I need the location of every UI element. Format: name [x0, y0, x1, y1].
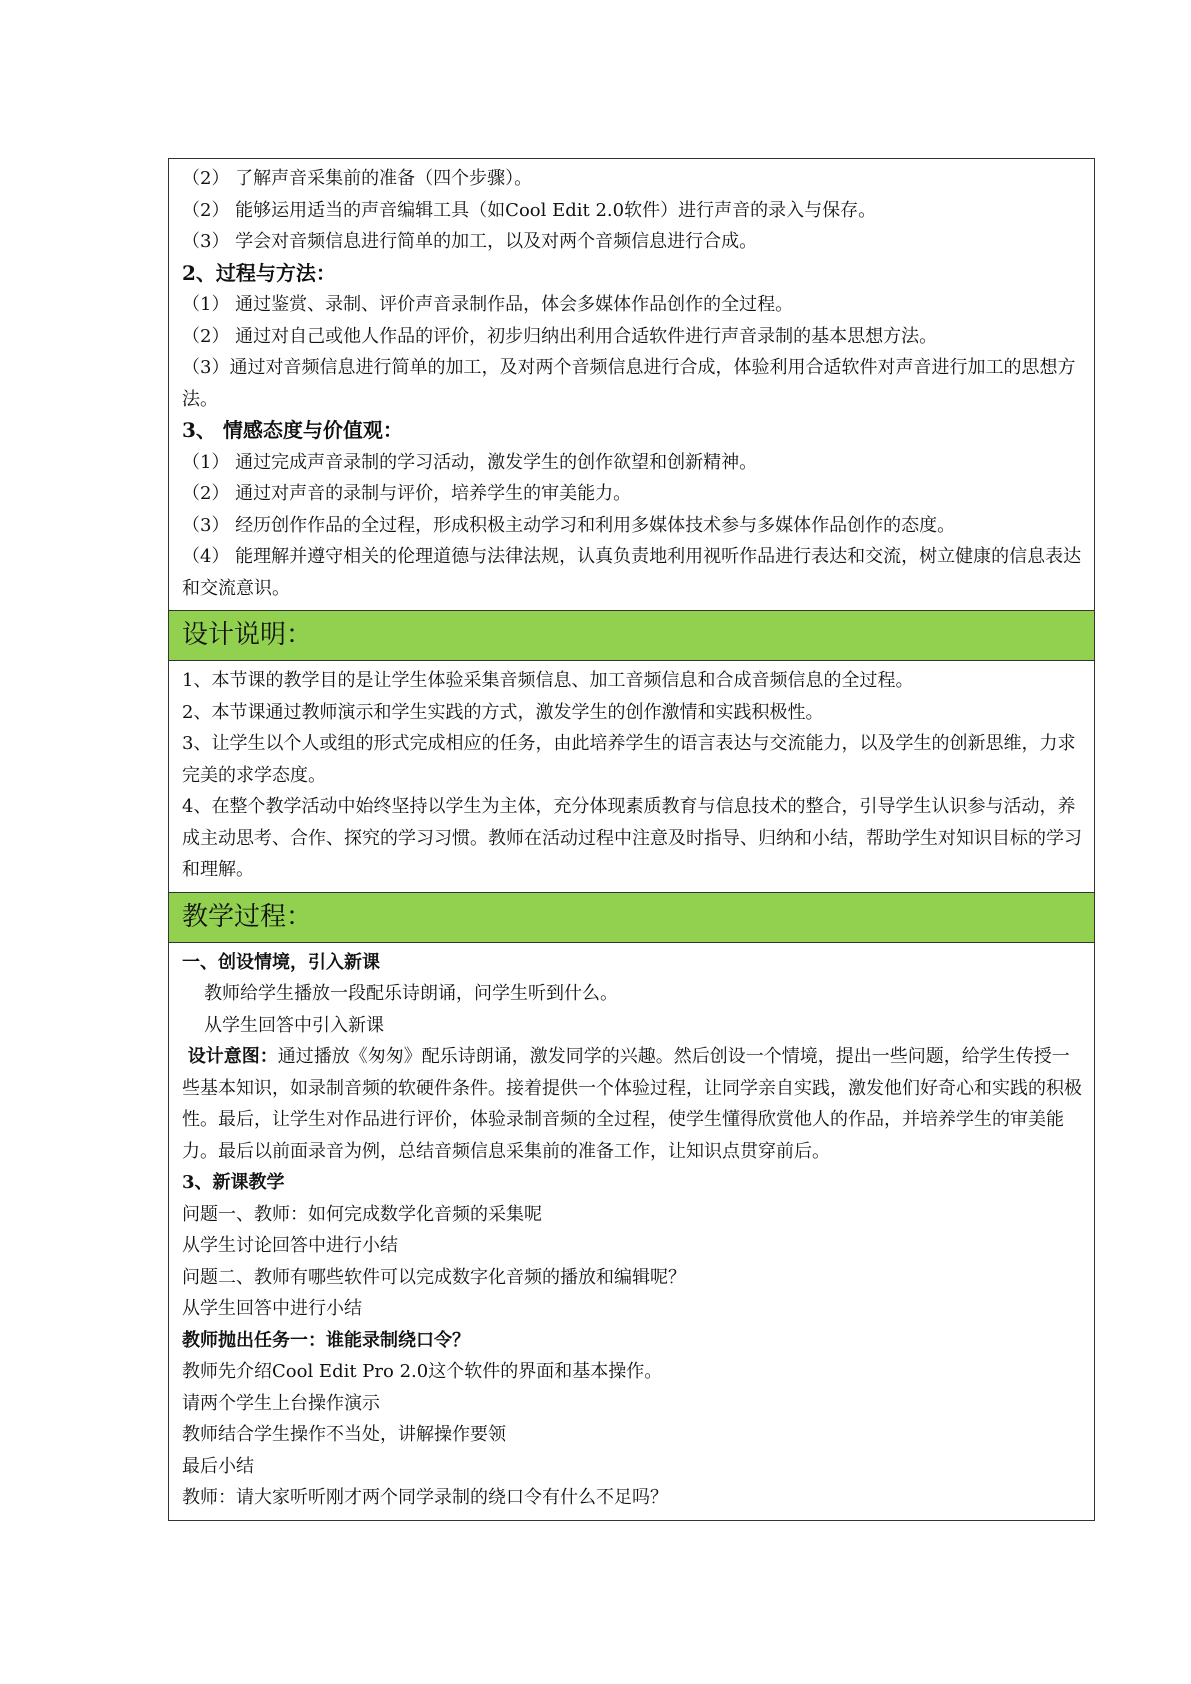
process-cell — [169, 942, 1094, 1520]
objective-item: （2） 通过对自己或他人作品的评价，初步归纳出利用合适软件进行声音录制的基本思想方法。 — [182, 325, 938, 347]
objective-item: （1） 通过鉴赏、录制、评价声音录制作品，体会多媒体作品创作的全过程。 — [182, 294, 794, 315]
design-cell — [169, 660, 1094, 892]
objective-item: （1） 通过完成声音录制的学习活动，激发学生的创作欲望和创新精神。 — [182, 451, 758, 473]
objective-item: （4） 能理解并遵守相关的伦理道德与法律法规，认真负责地利用视听作品进行表达和交流，树立健康的信息表达和交流意识。 — [182, 546, 1082, 599]
objective-item: （3） 经历创作作品的全过程，形成积极主动学习和利用多媒体技术参与多媒体作品创作的态度。 — [182, 514, 956, 536]
emotion-heading: 3、 情感态度与价值观： — [182, 418, 403, 442]
objectives-cell — [169, 159, 1094, 610]
process-line: 从学生讨论回答中进行小结 — [182, 1235, 398, 1256]
design-item: 4、在整个教学活动中始终坚持以学生为主体，充分体现素质教育与信息技术的整合，引导学生认识参与活动，养成主动思考、合作、探究的学习习惯。教师在活动过程中注意及时指导、归纳和小结，帮助学生对知识目标的学习和理解。 — [182, 796, 1082, 880]
process-line: 最后小结 — [182, 1455, 254, 1477]
process-line: 教师先介绍Cool Edit Pro 2.0这个软件的界面和基本操作。 — [182, 1361, 663, 1382]
task-title: 教师抛出任务一：谁能录制绕口令？ — [182, 1329, 470, 1351]
process-line: 问题一、教师：如何完成数学化音频的采集呢 — [182, 1203, 542, 1225]
process-line: 教师给学生播放一段配乐诗朗诵，问学生听到什么。 — [204, 983, 618, 1004]
section-title: 一、创设情境，引入新课 — [182, 951, 380, 973]
design-intent-label: 设计意图： — [187, 1046, 278, 1067]
objective-item: （2） 了解声音采集前的准备（四个步骤）。 — [182, 168, 533, 189]
design-item: 2、本节课通过教师演示和学生实践的方式，激发学生的创作激情和实践积极性。 — [182, 701, 824, 723]
process-line: 从学生回答中引入新课 — [204, 1014, 384, 1036]
process-line: 问题二、教师有哪些软件可以完成数字化音频的播放和编辑呢？ — [182, 1266, 686, 1288]
objective-item: （3）通过对音频信息进行简单的加工，及对两个音频信息进行合成，体验利用合适软件对声音进行加工的思想方法。 — [182, 357, 1076, 410]
process-line: 请两个学生上台操作演示 — [182, 1392, 380, 1414]
process-method-heading: 2、过程与方法： — [182, 260, 336, 285]
process-line: 教师结合学生操作不当处，讲解操作要领 — [182, 1424, 506, 1445]
design-intent-text: 通过播放《匆匆》配乐诗朗诵，激发同学的兴趣。然后创设一个情境，提出一些问题，给学生传授一些基本知识，如录制音频的软硬件条件。接着提供一个体验过程，让同学亲自实践，激发他们好奇心和实践的积极性。最后，让学生对作品进行评价，体验录制音频的全过程，使学生懂得欣赏他人的作品，并培养学生的审美能力。最后以前面录音为例，总结音频信息采集前的准备工作，让知识点贯穿前后。 — [182, 1046, 1082, 1162]
design-intent-paragraph — [182, 1041, 1086, 1167]
objective-item: （2） 能够运用适当的声音编辑工具（如Cool Edit 2.0软件）进行声音的录入与保存。 — [182, 199, 877, 221]
design-item: 3、让学生以个人或组的形式完成相应的任务，由此培养学生的语言表达与交流能力，以及学生的创新思维，力求完美的求学态度。 — [182, 733, 1076, 786]
process-section-header: 教学过程： — [169, 892, 1094, 942]
lesson-plan-table — [168, 158, 1095, 1521]
process-line: 从学生回答中进行小结 — [182, 1298, 362, 1319]
design-item: 1、本节课的教学目的是让学生体验采集音频信息、加工音频信息和合成音频信息的全过程。 — [182, 670, 914, 691]
objective-item: （2） 通过对声音的录制与评价，培养学生的审美能力。 — [182, 483, 632, 504]
section-title: 3、新课教学 — [182, 1172, 285, 1193]
design-section-header: 设计说明： — [169, 610, 1094, 660]
process-line: 教师：请大家听听刚才两个同学录制的绕口令有什么不足吗？ — [182, 1487, 668, 1508]
objective-item: （3） 学会对音频信息进行简单的加工，以及对两个音频信息进行合成。 — [182, 231, 758, 252]
